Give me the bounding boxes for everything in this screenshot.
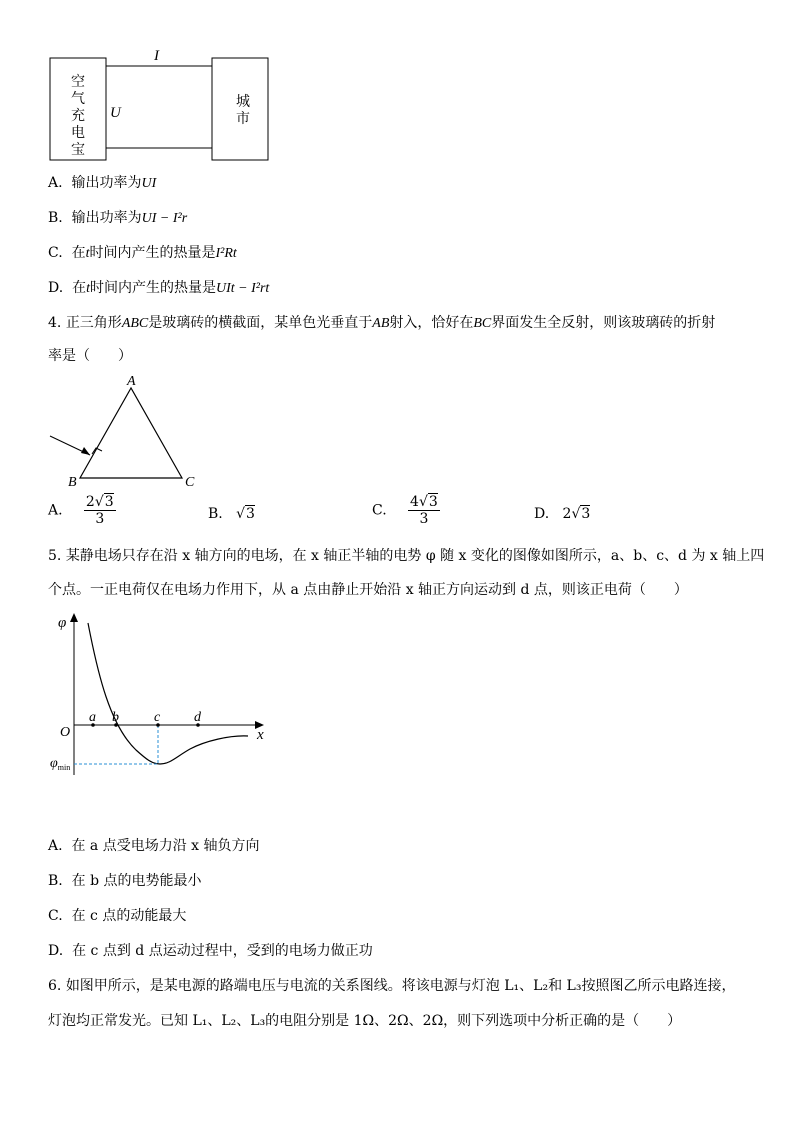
q4-option-d: D. 2√3	[534, 506, 591, 522]
vertex-b-label: B	[68, 475, 77, 490]
svg-text:宝: 宝	[71, 142, 85, 158]
q5-question-line1: 5. 某静电场只存在沿 x 轴方向的电场，在 x 轴正半轴的电势 φ 随 x 变化的图像如图所示，a、b、c、d 为 x 轴上四	[48, 548, 765, 564]
q4-question-line2: 率是（ ）	[48, 348, 132, 364]
q4-option-b: B. √3	[208, 506, 255, 522]
current-label: I	[154, 48, 159, 64]
q6-question-line2: 灯泡均正常发光。已知 L₁、L₂、L₃的电阻分别是 1Ω、2Ω、2Ω，则下列选项中分析正确的是（ ）	[48, 1013, 682, 1029]
voltage-label: U	[110, 105, 121, 121]
x-axis-label: x	[257, 727, 264, 743]
y-axis-label: φ	[58, 615, 67, 631]
q5-potential-chart	[40, 605, 280, 785]
point-b-label: b	[112, 710, 119, 725]
city-label	[236, 94, 250, 127]
svg-text:城: 城	[236, 94, 250, 110]
q3-option-b: B. 输出功率为UI − I²r	[48, 210, 188, 226]
svg-text:充: 充	[71, 108, 85, 124]
point-c-label: c	[154, 710, 161, 725]
triangle-abc	[80, 388, 182, 478]
power-bank-label	[71, 73, 85, 158]
q5-option-d: D. 在 c 点到 d 点运动过程中，受到的电场力做正功	[48, 943, 373, 959]
q5-question-line2: 个点。一正电荷仅在电场力作用下，从 a 点由静止开始沿 x 轴正方向运动到 d 点，则该正电荷（ ）	[48, 582, 688, 598]
phi-min-label: $\varphi_{min}$	[50, 756, 71, 772]
svg-text:气: 气	[71, 91, 85, 107]
svg-text:电: 电	[71, 125, 85, 141]
q3-option-a: A. 输出功率为UI	[48, 175, 157, 191]
potential-curve	[88, 623, 248, 764]
q6-question-line1: 6. 如图甲所示，是某电源的路端电压与电流的关系图线。将该电源与灯泡 L₁、L₂和 L₃按照图乙所示电路连接，	[48, 978, 736, 994]
svg-text:市: 市	[236, 111, 250, 127]
q5-option-a: A. 在 a 点受电场力沿 x 轴负方向	[48, 838, 260, 854]
vertex-c-label: C	[185, 475, 195, 490]
svg-text:空: 空	[71, 74, 85, 90]
q3-circuit-figure	[40, 40, 280, 170]
vertex-a-label: A	[127, 374, 136, 389]
q5-option-c: C. 在 c 点的动能最大	[48, 908, 187, 924]
origin-label: O	[60, 725, 71, 740]
point-d-label: d	[194, 710, 201, 725]
point-a-label: a	[89, 710, 96, 725]
q5-option-b: B. 在 b 点的电势能最小	[48, 873, 202, 889]
q4-option-c: C. $\frac{4√3}{3}$	[372, 494, 438, 527]
q3-option-d: D. 在t时间内产生的热量是UIt − I²rt	[48, 280, 270, 296]
q4-triangle-figure	[40, 370, 210, 495]
incident-ray-arrow	[81, 447, 90, 455]
q4-question-line1: 4. 正三角形ABC是玻璃砖的横截面，某单色光垂直于AB射入，恰好在BC界面发生全反射，则该玻璃砖的折射	[48, 315, 716, 331]
q3-option-c: C. 在t时间内产生的热量是I²Rt	[48, 245, 237, 261]
y-axis-arrow	[70, 613, 78, 622]
q4-option-a: A. $\frac{2√3}{3}$	[48, 494, 114, 527]
